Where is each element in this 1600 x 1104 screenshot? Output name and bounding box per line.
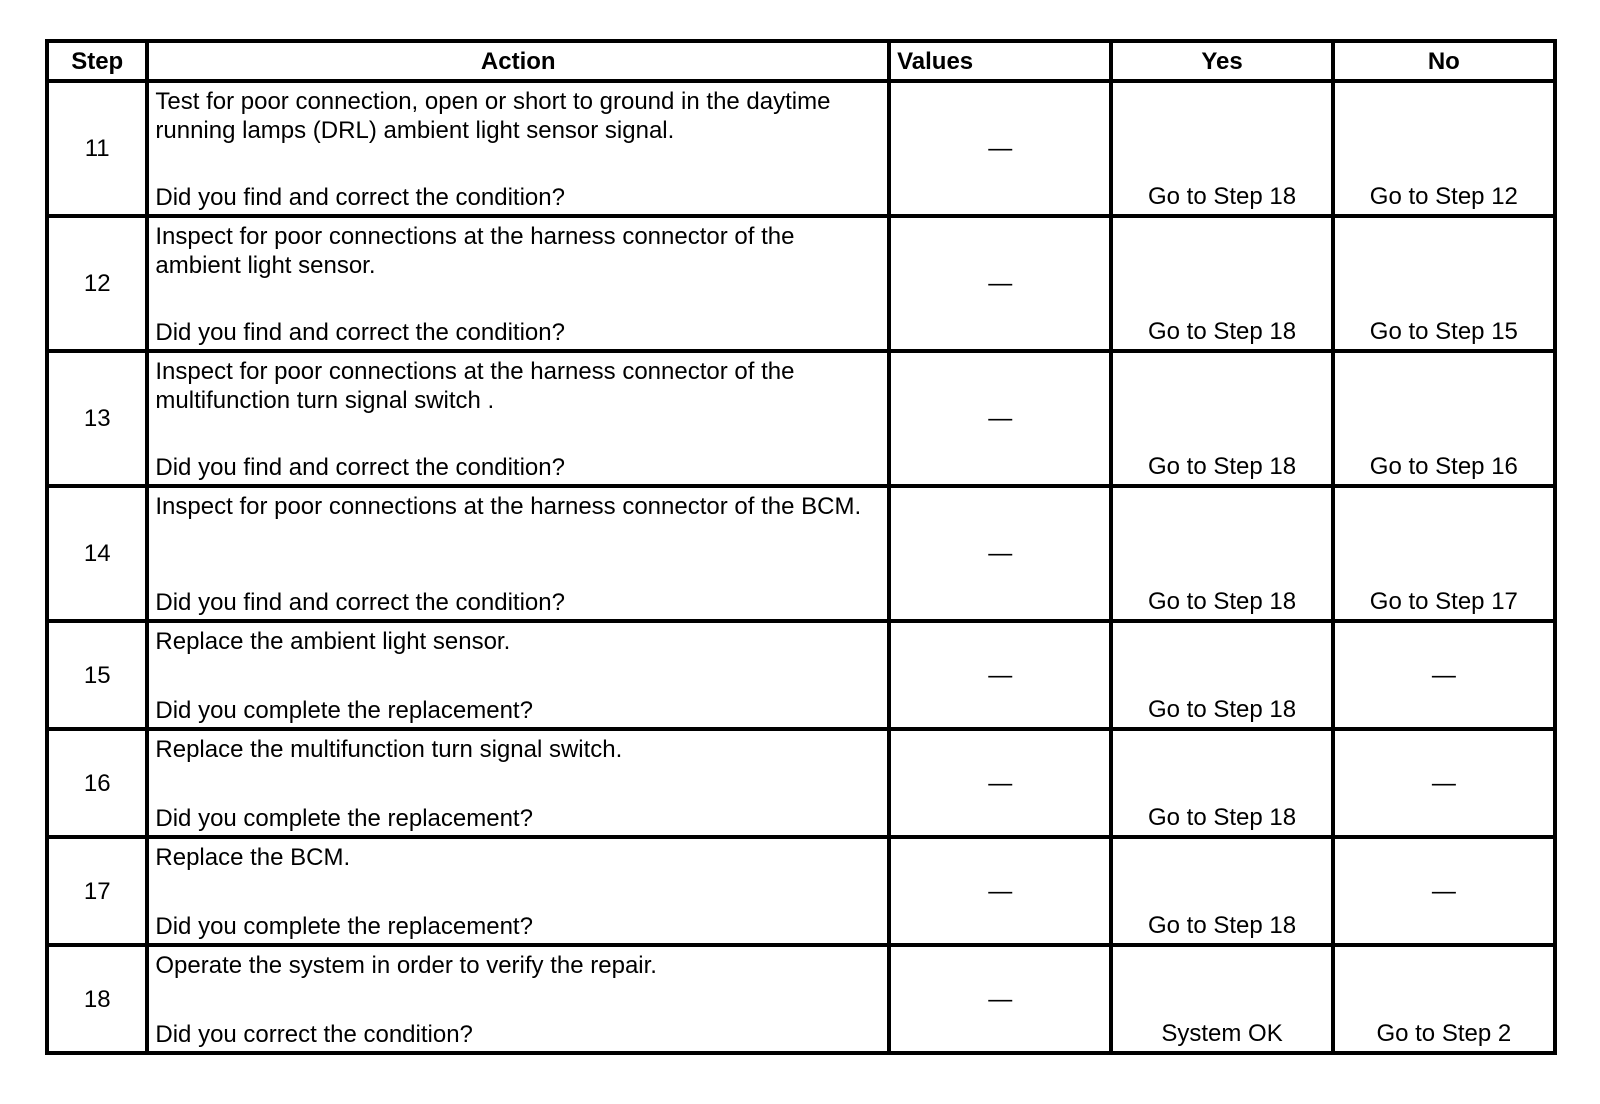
- values-cell: —: [889, 729, 1111, 837]
- values-cell: —: [889, 837, 1111, 945]
- no-result: Go to Step 12: [1333, 81, 1555, 216]
- no-result: —: [1333, 621, 1555, 729]
- action-cell: [147, 81, 889, 216]
- yes-result: Go to Step 18: [1111, 81, 1332, 216]
- step-number: 14: [47, 486, 147, 621]
- action-question: Did you correct the condition?: [155, 1021, 473, 1048]
- action-text: Inspect for poor connections at the harness connector of the multifunction turn signal switch .: [155, 358, 795, 414]
- table-row: [47, 837, 1555, 945]
- header-action: Action: [147, 41, 889, 81]
- yes-result: Go to Step 18: [1111, 837, 1332, 945]
- table-row: [47, 486, 1555, 621]
- no-result: —: [1333, 729, 1555, 837]
- yes-result: Go to Step 18: [1111, 729, 1332, 837]
- table-row: [47, 351, 1555, 486]
- step-number: 18: [47, 945, 147, 1053]
- action-question: Did you find and correct the condition?: [155, 454, 565, 481]
- no-result: Go to Step 2: [1333, 945, 1555, 1053]
- step-number: 16: [47, 729, 147, 837]
- yes-result: Go to Step 18: [1111, 351, 1332, 486]
- no-result: Go to Step 16: [1333, 351, 1555, 486]
- action-text: Test for poor connection, open or short to ground in the daytime running lamps (DRL) ambient light sensor signal.: [155, 88, 831, 144]
- values-cell: —: [889, 81, 1111, 216]
- action-cell: [147, 351, 889, 486]
- yes-result: Go to Step 18: [1111, 216, 1332, 351]
- table-row: [47, 81, 1555, 216]
- action-text: Replace the multifunction turn signal switch.: [155, 736, 623, 763]
- action-cell: [147, 486, 889, 621]
- diagnostic-table: [45, 39, 1557, 1055]
- action-question: Did you complete the replacement?: [155, 697, 533, 724]
- values-cell: —: [889, 945, 1111, 1053]
- header-step: Step: [47, 41, 147, 81]
- header-no: No: [1333, 41, 1555, 81]
- table-row: [47, 216, 1555, 351]
- step-number: 17: [47, 837, 147, 945]
- action-cell: [147, 945, 889, 1053]
- action-question: Did you find and correct the condition?: [155, 589, 565, 616]
- table-row: [47, 729, 1555, 837]
- step-number: 15: [47, 621, 147, 729]
- values-cell: —: [889, 621, 1111, 729]
- action-text: Inspect for poor connections at the harness connector of the ambient light sensor.: [155, 223, 795, 279]
- table-row: [47, 621, 1555, 729]
- action-question: Did you complete the replacement?: [155, 913, 533, 940]
- values-cell: —: [889, 216, 1111, 351]
- action-text: Operate the system in order to verify the repair.: [155, 952, 657, 979]
- values-cell: —: [889, 351, 1111, 486]
- action-cell: [147, 621, 889, 729]
- no-result: Go to Step 17: [1333, 486, 1555, 621]
- yes-result: System OK: [1111, 945, 1332, 1053]
- action-text: Replace the BCM.: [155, 844, 351, 871]
- action-text: Replace the ambient light sensor.: [155, 628, 511, 655]
- yes-result: Go to Step 18: [1111, 486, 1332, 621]
- values-cell: —: [889, 486, 1111, 621]
- yes-result: Go to Step 18: [1111, 621, 1332, 729]
- step-number: 12: [47, 216, 147, 351]
- action-cell: [147, 837, 889, 945]
- no-result: Go to Step 15: [1333, 216, 1555, 351]
- step-number: 11: [47, 81, 147, 216]
- action-cell: [147, 729, 889, 837]
- action-question: Did you complete the replacement?: [155, 805, 533, 832]
- header-row: [47, 41, 1555, 81]
- action-question: Did you find and correct the condition?: [155, 184, 565, 211]
- action-cell: [147, 216, 889, 351]
- table-row: [47, 945, 1555, 1053]
- header-values: Values: [889, 41, 1111, 81]
- action-question: Did you find and correct the condition?: [155, 319, 565, 346]
- no-result: —: [1333, 837, 1555, 945]
- header-yes: Yes: [1111, 41, 1332, 81]
- step-number: 13: [47, 351, 147, 486]
- action-text: Inspect for poor connections at the harness connector of the BCM.: [155, 493, 862, 520]
